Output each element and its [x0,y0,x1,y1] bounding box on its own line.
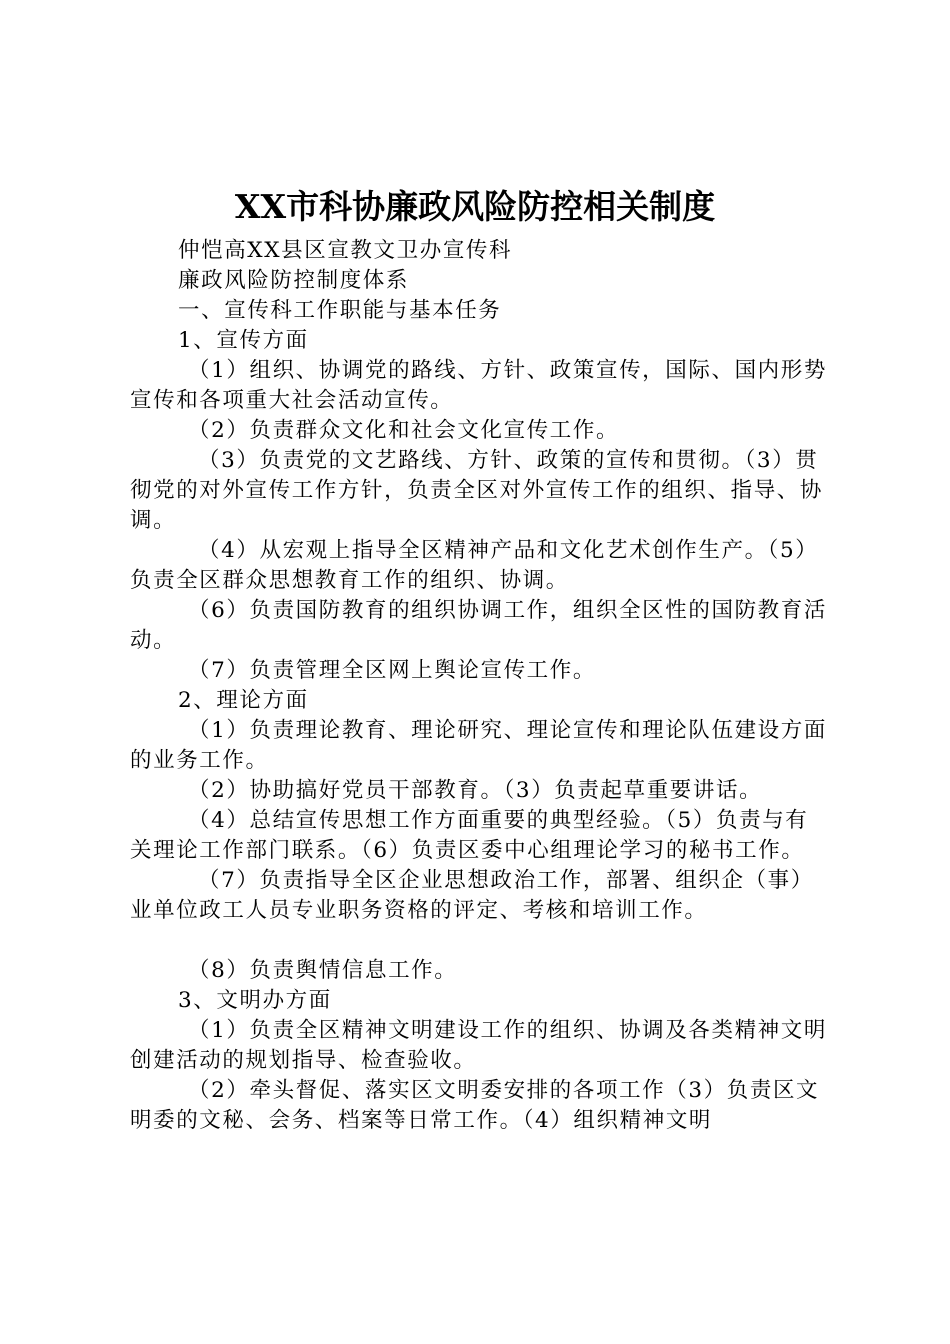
paragraph-item: （7）负责指导全区企业思想政治工作，部署、组织企（事）业单位政工人员专业职务资格的评定、考核和培训工作。 [130,868,814,923]
paragraph-item: （8）负责舆情信息工作。 [188,958,458,983]
paragraph-item: （2）牵头督促、落实区文明委安排的各项工作（3）负责区文明委的文秘、会务、档案等日常工作。（4）组织精神文明 [130,1078,820,1133]
subsection-heading-theory: 2、理论方面 [178,688,309,713]
paragraph-item: （4）总结宣传思想工作方面重要的典型经验。（5）负责与有关理论工作部门联系。（6）负责区委中心组理论学习的秘书工作。 [130,808,809,863]
paragraph-item: （4）从宏观上指导全区精神产品和文化艺术创作生产。（5）负责全区群众思想教育工作的组织、协调。 [130,538,819,593]
paragraph-system-heading: 廉政风险防控制度体系 [178,268,410,293]
paragraph-item: （2）负责群众文化和社会文化宣传工作。 [188,418,620,443]
paragraph-item: （3）负责党的文艺路线、方针、政策的宣传和贯彻。（3）贯彻党的对外宣传工作方针，负责全区对外宣传工作的组织、指导、协调。 [130,448,824,533]
paragraph-item: （2）协助搞好党员干部教育。（3）负责起草重要讲话。 [188,778,763,803]
document-body [130,236,830,1136]
paragraph-item: （1）负责全区精神文明建设工作的组织、协调及各类精神文明创建活动的规划指导、检查验收。 [130,1018,827,1073]
document-title: XX市科协廉政风险防控相关制度 [234,187,716,226]
paragraph-item: （1）负责理论教育、理论研究、理论宣传和理论队伍建设方面的业务工作。 [130,718,827,773]
section-heading: 一、宣传科工作职能与基本任务 [178,298,502,323]
paragraph-item: （1）组织、协调党的路线、方针、政策宣传，国际、国内形势宣传和各项重大社会活动宣传。 [130,358,827,413]
subsection-heading-propaganda: 1、宣传方面 [178,328,309,353]
subsection-heading-civilization: 3、文明办方面 [178,988,332,1013]
paragraph-department: 仲恺高XX县区宣教文卫办宣传科 [178,238,513,263]
paragraph-item: （7）负责管理全区网上舆论宣传工作。 [188,658,596,683]
paragraph-item: （6）负责国防教育的组织协调工作，组织全区性的国防教育活动。 [130,598,827,653]
